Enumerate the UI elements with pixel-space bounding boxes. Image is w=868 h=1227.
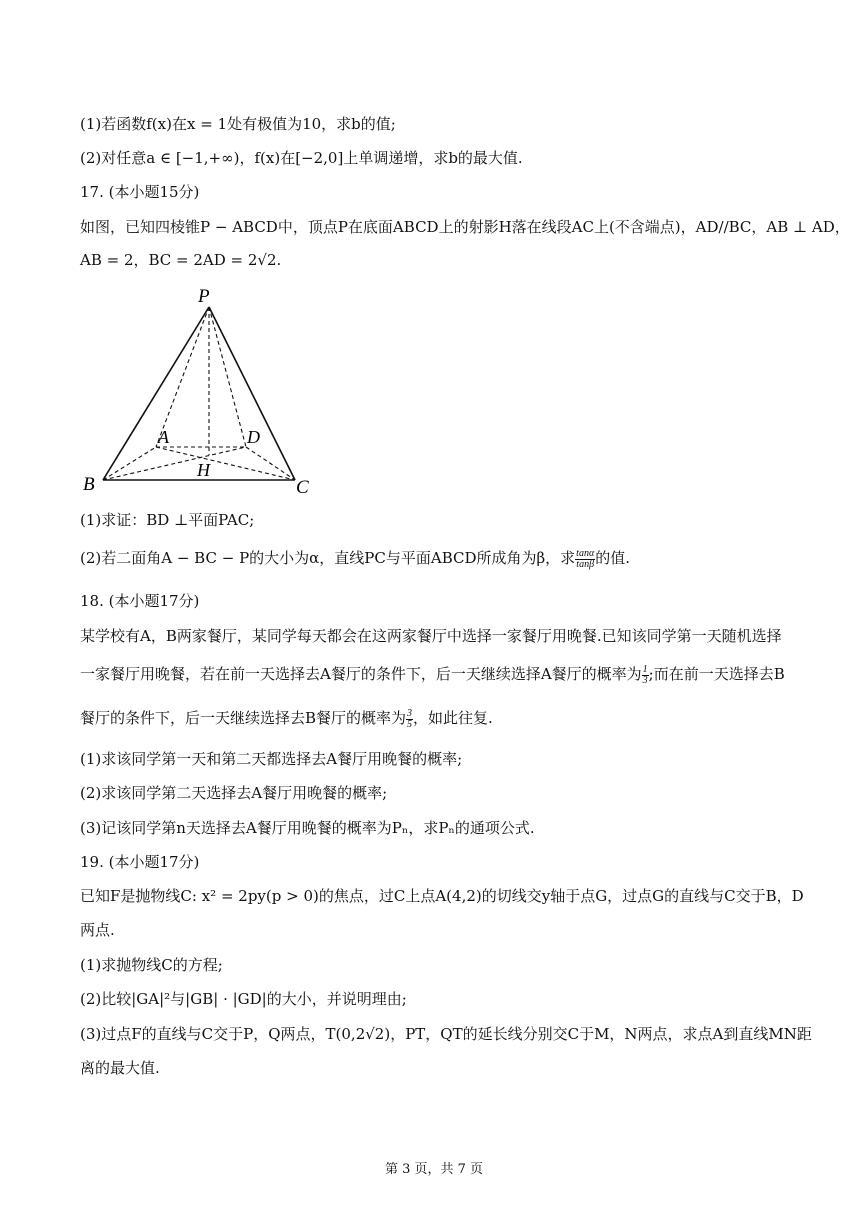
label-P: P (198, 286, 210, 307)
p16-part2: (2)对任意a ∈ [−1,+∞)，f(x)在[−2,0]上单调递增，求b的最大值. (80, 149, 523, 167)
p17-stem-line1: 如图，已知四棱锥P − ABCD中，顶点P在底面ABCD上的射影H落在线段AC上(不含端点)，AD//BC，AB ⊥ AD， (80, 218, 850, 236)
fraction-three-fifths: $\frac{3}{5}$ (407, 707, 413, 730)
p17-stem-line2: AB = 2，BC = 2AD = 2√2. (80, 251, 282, 269)
edge-PA (156, 307, 209, 447)
label-D: D (247, 427, 260, 447)
p18-part2: (2)求该同学第二天选择去A餐厅用晚餐的概率; (80, 784, 388, 802)
p17-header: 17. (本小题15分) (80, 183, 200, 201)
diag-AC (156, 447, 295, 480)
p18-header: 18. (本小题17分) (80, 592, 200, 610)
p19-header: 19. (本小题17分) (80, 853, 200, 871)
edge-AB (103, 447, 156, 480)
fraction-one-third: $\frac{1}{3}$ (642, 663, 648, 686)
label-C: C (296, 477, 309, 498)
p16-part1: (1)若函数f(x)在x = 1处有极值为10，求b的值; (80, 115, 396, 133)
p19-stem-line1: 已知F是抛物线C: x² = 2py(p > 0)的焦点，过C上点A(4,2)的切线交y轴于点G，过点G的直线与C交于B，D (80, 887, 804, 905)
label-H: H (197, 460, 210, 480)
p18-line2: 一家餐厅用晚餐，若在前一天选择去A餐厅的条件下，后一天继续选择A餐厅的概率为 $\frac{1}{3}$ ;而在前一天选择去B (80, 663, 785, 686)
edge-PB (103, 307, 209, 480)
p19-part3-line2: 离的最大值. (80, 1059, 160, 1077)
label-A: A (158, 427, 169, 447)
edge-PC (209, 307, 295, 480)
p19-part1: (1)求抛物线C的方程; (80, 956, 223, 974)
p18-line1: 某学校有A，B两家餐厅，某同学每天都会在这两家餐厅中选择一家餐厅用晚餐.已知该同学第一天随机选择 (80, 627, 782, 645)
p17-part1: (1)求证：BD ⊥平面PAC; (80, 511, 255, 529)
pyramid-figure (78, 280, 328, 500)
p18-part1: (1)求该同学第一天和第二天都选择去A餐厅用晚餐的概率; (80, 750, 463, 768)
p19-stem-line2: 两点. (80, 921, 115, 939)
tan-fraction: $\frac{\tan\alpha}{\tan\beta}$ (576, 547, 595, 570)
label-B: B (83, 474, 95, 495)
p18-line3: 餐厅的条件下，后一天继续选择去B餐厅的概率为 $\frac{3}{5}$ ，如此往复. (80, 707, 493, 730)
p19-part3-line1: (3)过点F的直线与C交于P，Q两点，T(0,2√2)，PT，QT的延长线分别交C于M，N两点，求点A到直线MN距 (80, 1025, 812, 1043)
p17-part2: (2)若二面角A − BC − P的大小为α，直线PC与平面ABCD所成角为β，求 $\frac{\tan\alpha}{\tan\beta}$ 的值. (80, 547, 630, 570)
page-number: 第 3 页，共 7 页 (384, 1162, 484, 1177)
p19-part2: (2)比较|GA|²与|GB| · |GD|的大小，并说明理由; (80, 990, 407, 1008)
p18-part3: (3)记该同学第n天选择去A餐厅用晚餐的概率为Pₙ，求Pₙ的通项公式. (80, 819, 535, 837)
edge-PD (209, 307, 246, 447)
